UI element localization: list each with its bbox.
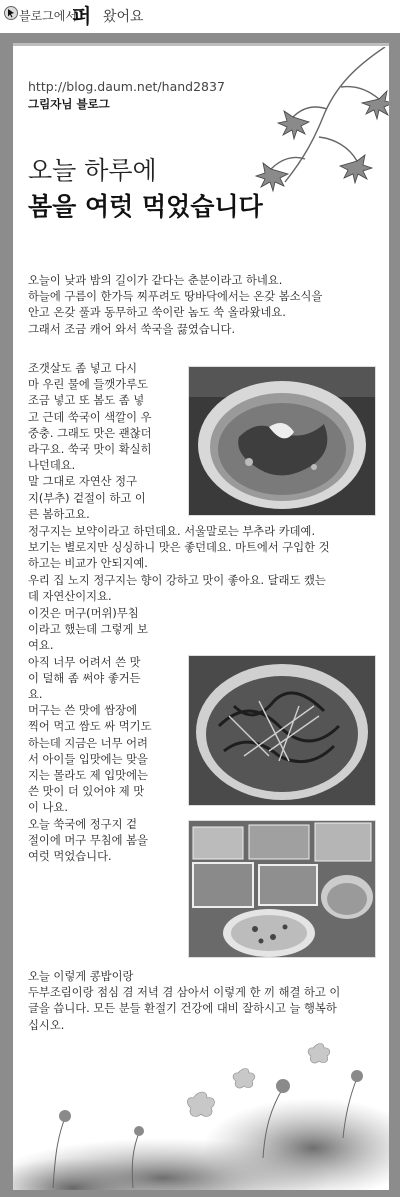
blog-author: 그림자님 블로그 [28, 97, 110, 111]
table-meal-photo [189, 821, 375, 957]
article-frame [0, 33, 400, 1197]
text-line: 고 근데 쑥국이 색깔이 우 [28, 410, 152, 424]
blog-url: http://blog.daum.net/hand2837 [28, 79, 225, 94]
text-line: 말 그대로 자연산 정구 [28, 475, 137, 489]
text-line: 절이에 머구 무침에 봄을 [28, 833, 148, 847]
text-line: 지는 몰라도 제 입맛에는 [28, 769, 148, 783]
text-line: 오늘이 낮과 밤의 길이가 같다는 춘분이라고 하네요. [28, 274, 283, 287]
text-line: 이것은 머구(머위)무침 [28, 607, 139, 620]
text-line: 십시오. [28, 1018, 65, 1032]
ink-flower-illustration [13, 1038, 389, 1190]
text-line: 하는데 지금은 너무 어려 [28, 736, 148, 750]
text-line: 두부조림이랑 점심 겸 저녁 겸 삼아서 이렇게 한 끼 해결 하고 이 [28, 986, 341, 1000]
butterbur-salad-photo [189, 656, 375, 805]
text-line: 보기는 별로지만 싱싱하니 맛은 좋던데요. 마트에서 구입한 것 [28, 541, 330, 555]
text-line: 라구요. 쑥국 맛이 확실히 [28, 443, 152, 457]
text-line: 서 아이들 입맛에는 맞을 [28, 752, 148, 766]
text-line: 글을 씁니다. 모든 분들 환절기 건강에 대비 잘하시고 늘 행복하 [28, 1002, 337, 1016]
text-line: 데 자연산이지요. [28, 589, 112, 603]
chives-paragraph [28, 524, 330, 605]
intro-paragraph [28, 273, 322, 338]
text-line: 하고는 비교가 안되지예. [28, 557, 148, 571]
text-line: 오늘 쑥국에 정구지 겉 [28, 817, 137, 831]
text-line: 정구지는 보약이라고 하던데요. 서울말로는 부추라 카데예. [28, 525, 316, 538]
mugwort-soup-photo [189, 367, 375, 515]
text-line: 조금 넣고 또 봄도 좀 넣 [28, 394, 145, 408]
text-line: 나던데요. [28, 459, 76, 473]
text-line: 이 나요. [28, 801, 68, 815]
article-title-line2: 봄을 여럿 먹었습니다 [28, 192, 263, 221]
top-rule [13, 43, 389, 46]
text-line: 그래서 조금 캐어 와서 쑥국을 끓였습니다. [28, 322, 236, 336]
banner-text-brush: 퍼 [72, 4, 91, 28]
text-line: 우리 집 노지 정구지는 향이 강하고 맛이 좋아요. 달래도 캤는 [28, 573, 326, 587]
text-line: 오늘 이렇게 콩밥이랑 [28, 970, 134, 983]
banner-text-came: 왔어요 [103, 9, 144, 25]
article-title-line1: 오늘 하루에 [28, 156, 157, 185]
closing-paragraph [28, 969, 340, 1034]
text-line: 찍어 먹고 쌈도 싸 먹기도 [28, 720, 152, 734]
cursor-arrow-icon [4, 6, 18, 20]
text-line: 아직 너무 어려서 쓴 맛 [28, 655, 141, 669]
text-line: 조갯살도 좀 넣고 다시 [28, 362, 137, 375]
text-line: 머구는 쓴 맛에 쌈장에 [28, 704, 137, 718]
top-banner [0, 0, 400, 34]
banner-text-from-blog: 블로그에서 [19, 9, 77, 23]
text-line: 지(부추) 겉절이 하고 이 [28, 491, 146, 505]
text-line: 안고 온갖 풀과 동무하고 쑥이란 놈도 쑥 올라왔네요. [28, 306, 286, 320]
soup-paragraph [28, 361, 152, 523]
ivy-leaf-illustration [245, 47, 389, 197]
text-line: 여럿 먹었습니다. [28, 850, 112, 864]
text-line: 하늘에 구름이 한가득 찌푸려도 땅바닥에서는 온갖 봄소식을 [28, 290, 323, 304]
text-line: 쓴 맛이 더 있어야 제 맛 [28, 785, 145, 799]
text-line: 중충. 그래도 맛은 괜찮더 [28, 426, 152, 440]
text-line: 이 덜해 좀 써야 좋거든 [28, 671, 141, 685]
text-line: 른 봄하고요. [28, 507, 90, 521]
article-paper [13, 43, 389, 1190]
text-line: 여요. [28, 639, 54, 653]
text-line: 이라고 했는데 그렇게 보 [28, 623, 148, 637]
butterbur-paragraph [28, 606, 152, 865]
text-line: 요. [28, 688, 43, 702]
text-line: 마 우린 물에 들깻가루도 [28, 378, 148, 392]
